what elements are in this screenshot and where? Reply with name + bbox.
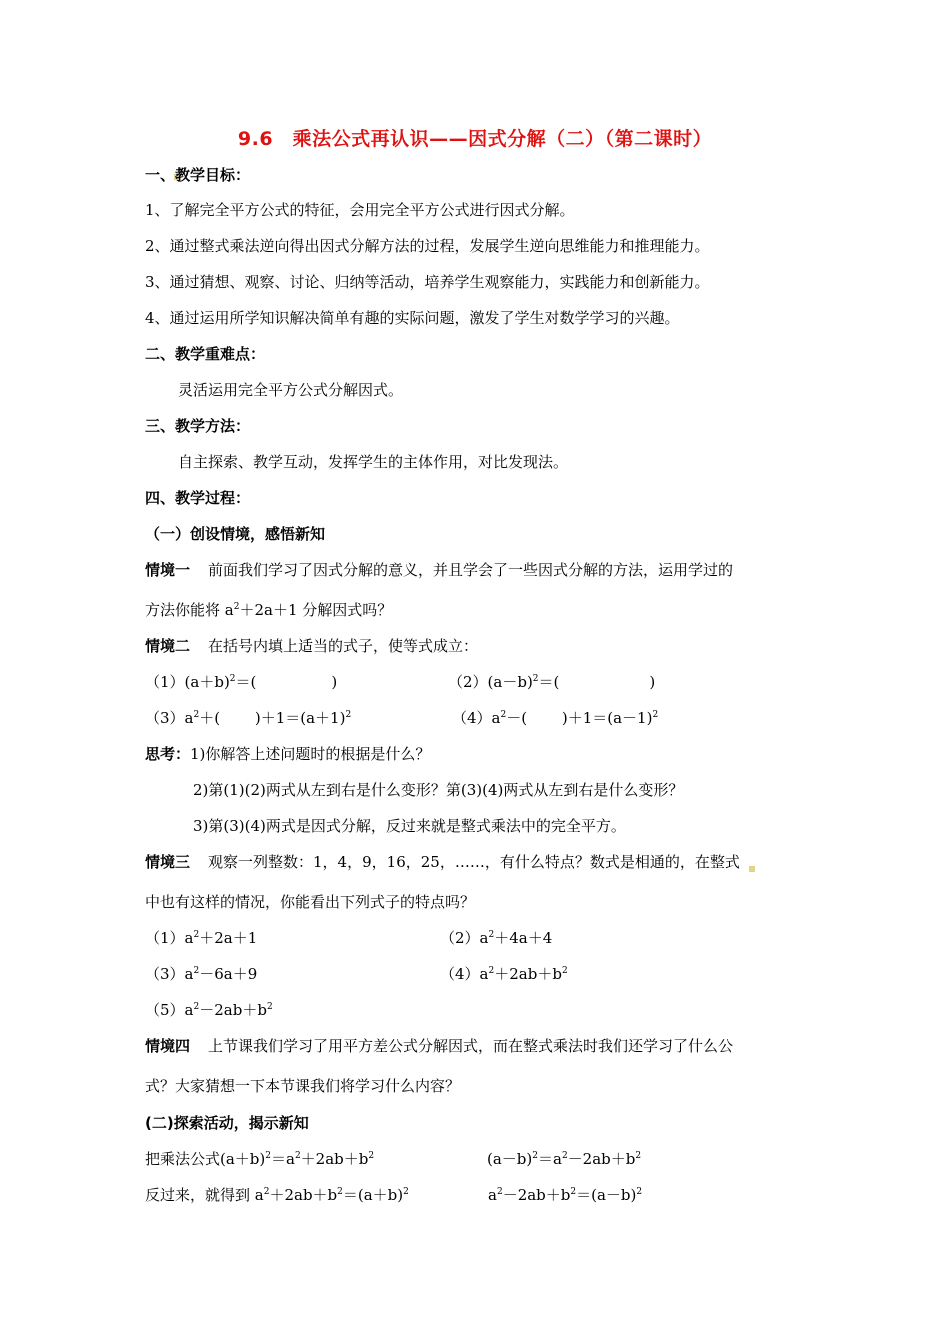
equation-1: $(1)(a+b)^2=$( ) [145,673,338,691]
scenario-text: 在括号内填上适当的式子，使等式成立： [208,637,479,655]
poly-3: $(3)a^2-6a+9$ [145,965,258,983]
scenario-1-continued: 方法你能将 $a^2+2a+1$ 分解因式吗？ [145,601,393,619]
subsection-heading-1: （一）创设情境，感悟新知 [145,525,326,543]
scenario-1 [145,560,733,580]
scenario-text: 观察一列整数：1，4，9，16，25，……，有什么特点？数式是相通的，在整式 [208,853,740,871]
scenario-label: 情境四 [145,1037,191,1055]
goal-item: 1、了解完全平方公式的特征，会用完全平方公式进行因式分解。 [145,201,575,219]
scenario-2 [145,636,478,656]
section-heading-methods: 三、教学方法： [145,417,251,435]
formula-4: $a^2-2ab+b^2=(a-b)^2$ [488,1186,643,1204]
scenario-label: 情境一 [145,561,191,579]
section-heading-process: 四、教学过程： [145,489,251,507]
section-heading-goals: 一、教学目标： [145,166,251,184]
formula-1: 把乘法公式$(a+b)^2=a^2+2ab+b^2$ [145,1150,375,1168]
scenario-text: 前面我们学习了因式分解的意义，并且学会了一些因式分解的方法，运用学过的 [208,561,734,579]
goal-item: 4、通过运用所学知识解决简单有趣的实际问题，激发了学生对数学学习的兴趣。 [145,309,680,327]
scenario-label: 情境三 [145,853,191,871]
poly-4: $(4)a^2+2ab+b^2$ [440,965,568,983]
poly-5: $(5)a^2-2ab+b^2$ [145,1001,273,1019]
document-title: 9.6 乘法公式再认识——因式分解（二）（第二课时） [237,128,713,150]
poly-1: $(1)a^2+2a+1$ [145,929,258,947]
think-2: 2)第(1)(2)两式从左到右是什么变形？第(3)(4)两式从左到右是什么变形？ [193,781,684,799]
think-1: 思考：1)你解答上述问题时的根据是什么？ [145,745,431,763]
scenario-text: 上节课我们学习了用平方差公式分解因式，而在整式乘法时我们还学习了什么公 [208,1037,734,1055]
scenario-3 [145,852,740,872]
think-3: 3)第(3)(4)两式是因式分解，反过来就是整式乘法中的完全平方。 [193,817,626,835]
equation-4: $(4)a^2-$( )$+1=(a-1)^2$ [452,709,659,727]
key-points-text: 灵活运用完全平方公式分解因式。 [178,381,404,399]
section-heading-key-points: 二、教学重难点： [145,345,266,363]
scenario-label: 情境二 [145,637,191,655]
think-label: 思考： [145,745,191,763]
goal-item: 2、通过整式乘法逆向得出因式分解方法的过程，发展学生逆向思维能力和推理能力。 [145,237,710,255]
methods-text: 自主探索、教学互动，发挥学生的主体作用，对比发现法。 [178,453,569,471]
goal-item: 3、通过猜想、观察、讨论、归纳等活动，培养学生观察能力，实践能力和创新能力。 [145,273,710,291]
subsection-heading-2: (二)探索活动，揭示新知 [145,1114,309,1132]
equation-3: $(3)a^2+$( )$+1=(a+1)^2$ [145,709,352,727]
formula-3: 反过来，就得到 $a^2+2ab+b^2=(a+b)^2$ [145,1186,409,1204]
scenario-4 [145,1036,733,1056]
highlight-mark [749,866,755,872]
formula-2: $(a-b)^2=a^2-2ab+b^2$ [487,1150,642,1168]
equation-2: $(2)(a-b)^2=$( ) [448,673,656,691]
scenario-4-continued: 式？大家猜想一下本节课我们将学习什么内容？ [145,1077,461,1095]
poly-2: $(2)a^2+4a+4$ [440,929,553,947]
scenario-3-continued: 中也有这样的情况，你能看出下列式子的特点吗？ [145,893,476,911]
